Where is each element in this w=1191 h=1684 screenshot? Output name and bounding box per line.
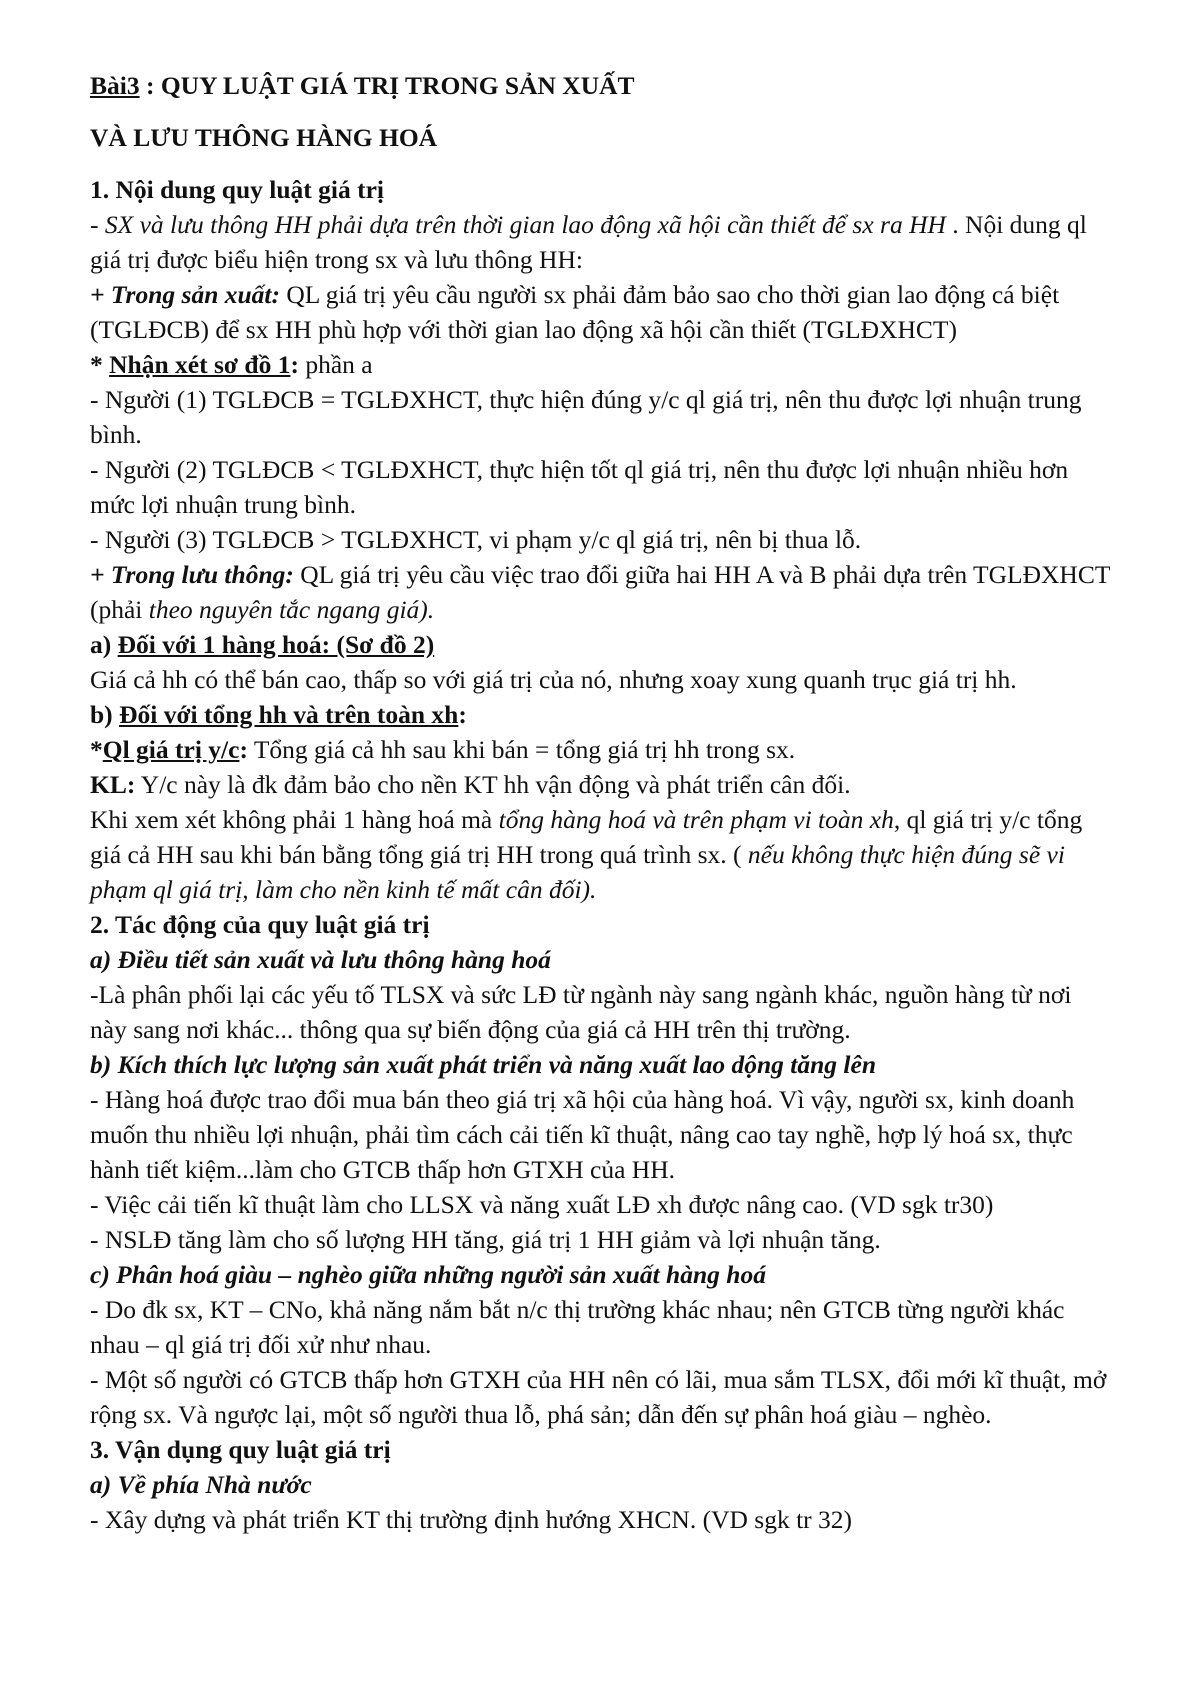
paragraph: - Xây dựng và phát triển KT thị trường định hướng XHCN. (VD sgk tr 32) — [90, 1505, 853, 1534]
list-item: - Người (1) TGLĐCB = TGLĐXHCT, thực hiện đúng y/c ql giá trị, nên thu được lợi nhuận trung bình. — [90, 385, 1082, 449]
subheading: b) Đối với tổng hh và trên toàn xh: — [90, 700, 467, 729]
paragraph: - Hàng hoá được trao đổi mua bán theo giá trị xã hội của hàng hoá. Vì vậy, người sx, kinh doanh muốn thu nhiều lợi nhuận, phải tìm cách cải tiến kĩ thuật, nâng cao tay nghề, hợp lý hoá sx, thực hành tiết kiệm...làm cho GTCB thấp hơn GTXH của HH. — [90, 1085, 1075, 1184]
paragraph: + Trong sản xuất: QL giá trị yêu cầu người sx phải đảm bảo sao cho thời gian lao động cá biệt (TGLĐCB) để sx HH phù hợp với thời gian lao động xã hội cần thiết (TGLĐXHCT) — [90, 280, 1060, 344]
paragraph: - Một số người có GTCB thấp hơn GTXH của HH nên có lãi, mua sắm TLSX, đổi mới kĩ thuật, mở rộng sx. Và ngược lại, một số người thua lỗ, phá sản; dẫn đến sự phân hoá giàu – nghèo. — [90, 1365, 1107, 1429]
subheading: a) Về phía Nhà nước — [90, 1470, 312, 1499]
list-item: - Người (2) TGLĐCB < TGLĐXHCT, thực hiện tốt ql giá trị, nên thu được lợi nhuận nhiều hơn mức lợi nhuận trung bình. — [90, 455, 1069, 519]
paragraph: - SX và lưu thông HH phải dựa trên thời gian lao động xã hội cần thiết để sx ra HH . Nội dung ql giá trị được biểu hiện trong sx và lưu thông HH: — [90, 210, 1087, 274]
list-item: - Người (3) TGLĐCB > TGLĐXHCT, vi phạm y/c ql giá trị, nên bị thua lỗ. — [90, 525, 862, 554]
paragraph: KL: Y/c này là đk đảm bảo cho nền KT hh vận động và phát triển cân đối. — [90, 770, 851, 799]
paragraph: * Nhận xét sơ đồ 1: phần a — [90, 350, 373, 379]
paragraph: -Là phân phối lại các yếu tố TLSX và sức LĐ từ ngành này sang ngành khác, nguồn hàng từ nơi này sang nơi khác... thông qua sự biến động của giá cả HH trên thị trường. — [90, 980, 1072, 1044]
section-2-heading: 2. Tác động của quy luật giá trị — [90, 910, 430, 939]
lesson-title-line2: VÀ LƯU THÔNG HÀNG HOÁ — [90, 123, 438, 152]
subheading: b) Kích thích lực lượng sản xuất phát triển và năng xuất lao dộng tăng lên — [90, 1050, 877, 1079]
subheading: a) Đối với 1 hàng hoá: (Sơ đồ 2) — [90, 630, 435, 659]
paragraph: Khi xem xét không phải 1 hàng hoá mà tổng hàng hoá và trên phạm vi toàn xh, ql giá trị y/c tổng giá cả HH sau khi bán bằng tổng giá trị HH trong quá trình sx. ( nếu không thực hiện đúng sẽ vi phạm ql giá trị, làm cho nền kinh tế mất cân đối). — [90, 805, 1083, 904]
list-item: - Việc cải tiến kĩ thuật làm cho LLSX và năng xuất LĐ xh được nâng cao. (VD sgk tr30) — [90, 1190, 994, 1219]
subheading: a) Điều tiết sản xuất và lưu thông hàng hoá — [90, 945, 551, 974]
lesson-number: Bài3 — [90, 71, 140, 100]
list-item: - NSLĐ tăng làm cho số lượng HH tăng, giá trị 1 HH giảm và lợi nhuận tăng. — [90, 1225, 881, 1254]
paragraph: *Ql giá trị y/c: Tổng giá cả hh sau khi bán = tổng giá trị hh trong sx. — [90, 735, 796, 764]
lesson-title-text: : QUY LUẬT GIÁ TRỊ TRONG SẢN XUẤT — [139, 71, 635, 100]
paragraph: + Trong lưu thông: QL giá trị yêu cầu việc trao đổi giữa hai HH A và B phải dựa trên TGLĐXHCT (phải theo nguyên tắc ngang giá). — [90, 560, 1110, 624]
paragraph: - Do đk sx, KT – CNo, khả năng nắm bắt n/c thị trường khác nhau; nên GTCB từng người khác nhau – ql giá trị đối xử như nhau. — [90, 1295, 1065, 1359]
paragraph: Giá cả hh có thể bán cao, thấp so với giá trị của nó, nhưng xoay xung quanh trục giá trị hh. — [90, 665, 1017, 694]
section-3-heading: 3. Vận dụng quy luật giá trị — [90, 1435, 391, 1464]
section-1-heading: 1. Nội dung quy luật giá trị — [90, 175, 385, 204]
lesson-title — [90, 68, 1111, 103]
subheading: c) Phân hoá giàu – nghèo giữa những người sản xuất hàng hoá — [90, 1260, 766, 1289]
